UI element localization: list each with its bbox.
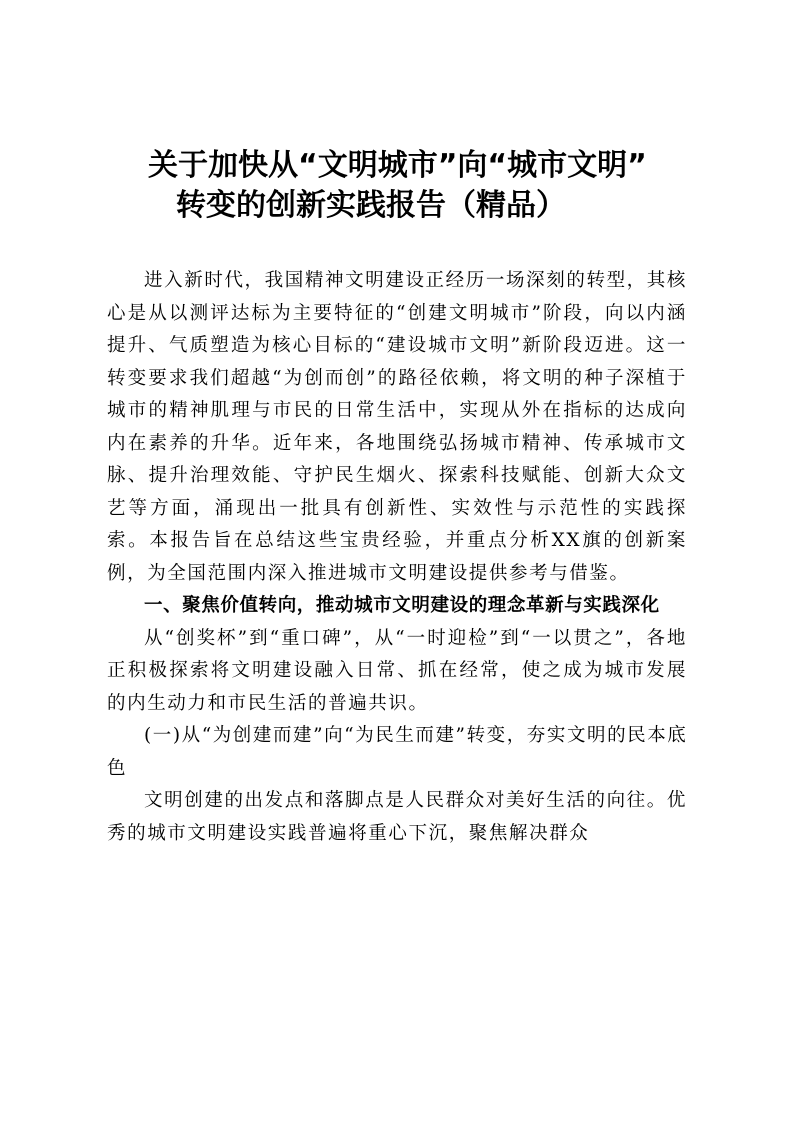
- section-1-paragraph: 从“创奖杯”到“重口碑”，从“一时迎检”到“一以贯之”，各地正积极探索将文明建设融入日常、抓在经常，使之成为城市发展的内生动力和市民生活的普遍共识。: [107, 627, 687, 714]
- title-line-2: 转变的创新实践报告（精品）: [176, 188, 566, 223]
- section-heading-1: 一、聚焦价值转向，推动城市文明建设的理念革新与实践深化: [144, 595, 660, 616]
- subsection-heading-1: (一)从“为创建而建”向“为民生而建”转变，夯实文明的民本底色: [107, 725, 687, 779]
- document-body: [107, 265, 687, 850]
- title-line-1: 关于加快从“文明城市”向“城市文明”: [148, 148, 647, 183]
- document-title: [100, 146, 720, 226]
- intro-paragraph: 进入新时代，我国精神文明建设正经历一场深刻的转型，其核心是从以测评达标为主要特征的“创建文明城市”阶段，向以内涵提升、气质塑造为核心目标的“建设城市文明”新阶段迈进。这一转变要求我们超越“为创而创”的路径依赖，将文明的种子深植于城市的精神肌理与市民的日常生活中，实现从外在指标的达成向内在素养的升华。近年来，各地围绕弘扬城市精神、传承城市文脉、提升治理效能、守护民生烟火、探索科技赋能、创新大众文艺等方面，涌现出一批具有创新性、实效性与示范性的实践探索。本报告旨在总结这些宝贵经验，并重点分析XX旗的创新案例，为全国范围内深入推进城市文明建设提供参考与借鉴。: [107, 270, 687, 584]
- subsection-1-paragraph: 文明创建的出发点和落脚点是人民群众对美好生活的向往。优秀的城市文明建设实践普遍将重心下沉，聚焦解决群众: [107, 790, 687, 844]
